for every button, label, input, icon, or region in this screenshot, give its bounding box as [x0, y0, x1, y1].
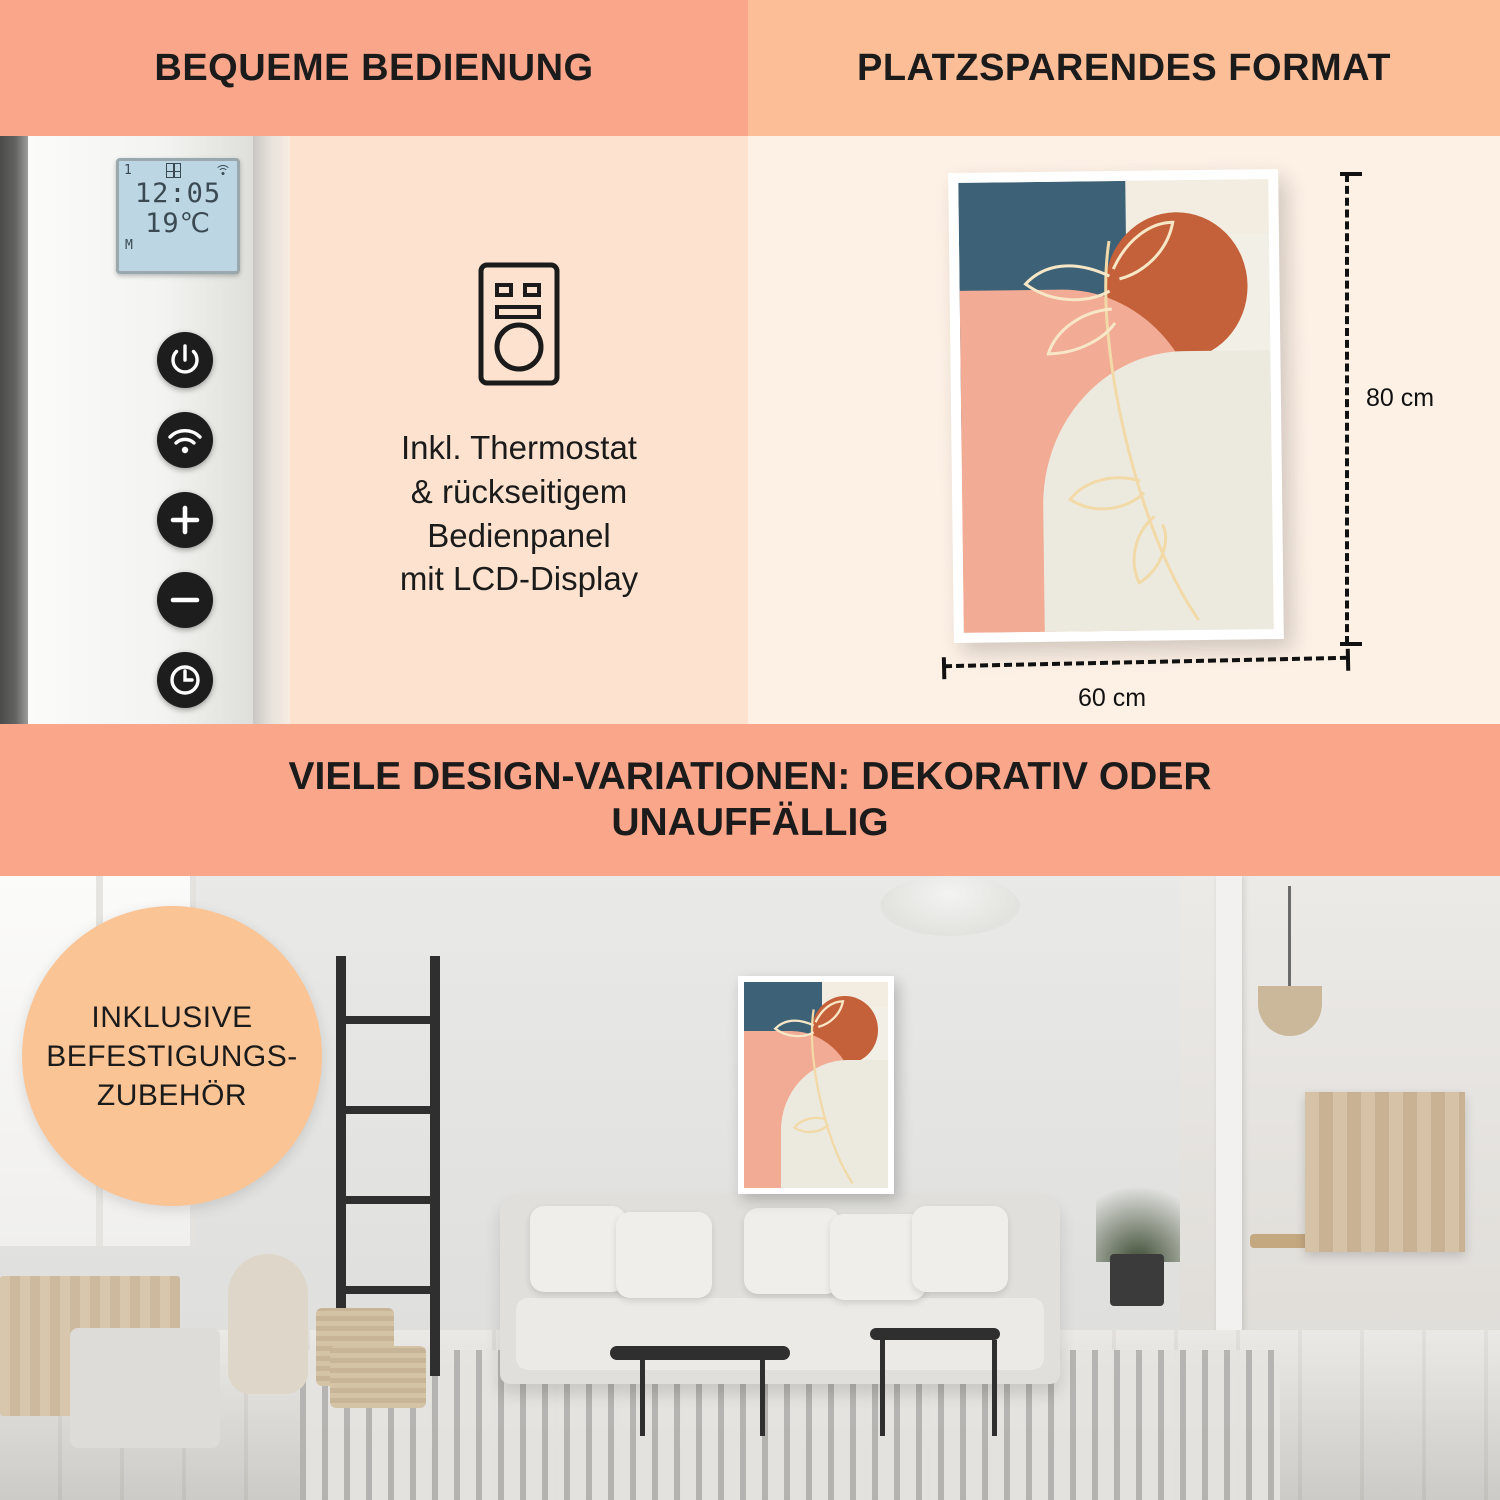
height-cap-top — [1340, 172, 1362, 176]
side-table-leg-2 — [992, 1340, 997, 1436]
wifi-icon — [214, 164, 232, 177]
accessory-badge — [22, 906, 322, 1206]
height-dimension-label: 80 cm — [1366, 384, 1435, 412]
wide-band-line-2: UNAUFFÄLLIG — [611, 801, 889, 844]
coffee-table-leg-1 — [640, 1360, 645, 1436]
width-dimension-line — [944, 656, 1348, 668]
badge-line-1: INKLUSIVE — [91, 1000, 253, 1034]
feature-line-3: Bedienpanel — [427, 516, 611, 554]
wifi-icon — [157, 412, 213, 468]
artwork — [958, 179, 1273, 633]
minus-icon — [157, 572, 213, 628]
header-band-left — [0, 0, 748, 136]
decor-vase — [228, 1254, 308, 1394]
decor-plant — [1096, 1162, 1180, 1262]
lcd-display — [116, 158, 240, 274]
decor-wood-wall-art — [1305, 1092, 1465, 1252]
coffee-table-leg-2 — [760, 1360, 765, 1436]
height-dimension-line — [1345, 174, 1349, 644]
plus-icon — [157, 492, 213, 548]
room-scene — [0, 876, 1500, 1500]
room-artwork-leaf-lines — [744, 982, 888, 1188]
lcd-status-row — [119, 161, 237, 178]
room-doorframe — [1216, 876, 1242, 1406]
lcd-time: 12:05 — [134, 178, 222, 209]
header-left-title: BEQUEME BEDIENUNG — [154, 46, 594, 89]
width-dimension-label: 60 cm — [1078, 684, 1147, 712]
product-dimensions-section — [748, 136, 1500, 724]
artwork-leaf-lines — [958, 179, 1273, 633]
wide-band-title — [288, 754, 1211, 846]
decor-plant-pot — [1110, 1254, 1164, 1306]
badge-line-2: BEFESTIGUNGS- — [46, 1039, 298, 1073]
panel-shadow — [253, 136, 290, 724]
ceiling-lamp — [880, 876, 1020, 936]
decor-cushion-2 — [616, 1212, 712, 1298]
room-product-panel — [738, 976, 894, 1194]
wide-band-line-1: VIELE DESIGN-VARIATIONEN: DEKORATIV ODER — [288, 754, 1212, 798]
header-band-right — [748, 0, 1500, 136]
decor-ottoman — [70, 1328, 220, 1448]
plus-button[interactable] — [157, 492, 213, 548]
panel-edge — [0, 136, 28, 724]
control-panel-section — [0, 136, 748, 724]
height-cap-bottom — [1340, 642, 1362, 646]
feature-line-1: Inkl. Thermostat — [401, 429, 637, 467]
power-button[interactable] — [157, 332, 213, 388]
heater-panel-photo — [0, 136, 290, 724]
decor-coffee-table — [610, 1346, 790, 1360]
wifi-button[interactable] — [157, 412, 213, 468]
grid-icon — [166, 163, 181, 178]
product-panel — [948, 169, 1284, 643]
lcd-temperature: 19℃ — [145, 208, 211, 239]
feature-line-4: mit LCD-Display — [399, 560, 639, 598]
header-band-row — [0, 0, 1500, 136]
lcd-mode-number: 1 — [124, 162, 133, 178]
timer-button[interactable] — [157, 652, 213, 708]
power-icon — [157, 332, 213, 388]
side-table-leg-1 — [880, 1340, 885, 1436]
decor-cushion-3 — [744, 1208, 840, 1294]
feature-line-2: & rückseitigem — [410, 472, 628, 510]
decor-cushion-5 — [912, 1206, 1008, 1292]
feature-text-block — [290, 136, 748, 724]
remote-control-icon — [473, 259, 565, 394]
lcd-mode-label: M — [125, 238, 133, 253]
decor-side-table — [870, 1328, 1000, 1340]
minus-button[interactable] — [157, 572, 213, 628]
badge-text — [46, 998, 298, 1115]
badge-line-3: ZUBEHÖR — [96, 1078, 248, 1112]
width-cap-left — [942, 657, 946, 679]
room-artwork — [744, 982, 888, 1188]
decor-cushion-1 — [530, 1206, 626, 1292]
decor-basket-2 — [330, 1346, 426, 1408]
clock-icon — [157, 652, 213, 708]
width-cap-right — [1346, 649, 1350, 671]
middle-row — [0, 136, 1500, 724]
wide-band — [0, 724, 1500, 876]
header-right-title: PLATZSPARENDES FORMAT — [856, 46, 1392, 89]
